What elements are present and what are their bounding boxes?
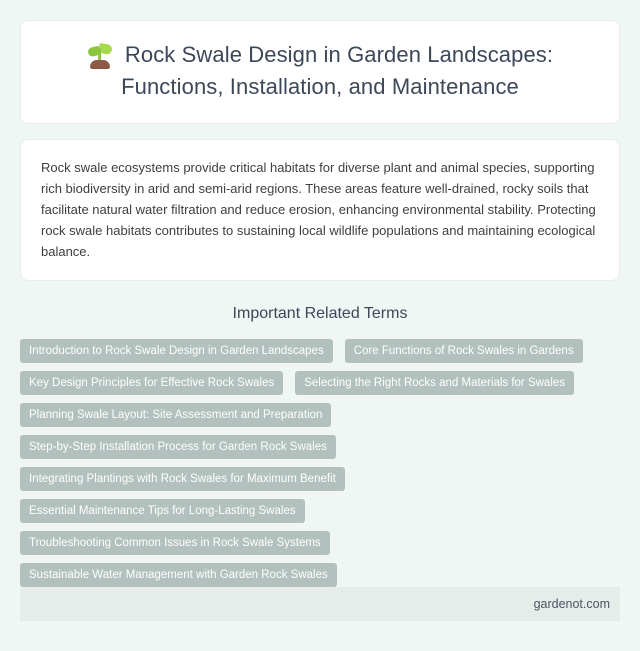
tag-row <box>20 499 620 523</box>
term-tag[interactable]: Integrating Plantings with Rock Swales for Maximum Benefit <box>20 467 345 491</box>
term-tag[interactable]: Core Functions of Rock Swales in Gardens <box>345 339 583 363</box>
description-card <box>20 139 620 281</box>
term-tag[interactable]: Key Design Principles for Effective Rock Swales <box>20 371 283 395</box>
footer-bottom-gap <box>20 621 620 651</box>
title-card <box>20 20 620 124</box>
page-title-line-2: Functions, Installation, and Maintenance <box>121 74 519 99</box>
tag-row <box>20 435 620 459</box>
term-tag[interactable]: Planning Swale Layout: Site Assessment and Preparation <box>20 403 331 427</box>
title-first-line-row <box>43 39 597 71</box>
seedling-icon <box>87 40 113 70</box>
footer-site-name: gardenot.com <box>533 597 610 611</box>
footer-bar <box>20 587 620 621</box>
term-tag[interactable]: Essential Maintenance Tips for Long-Lasting Swales <box>20 499 305 523</box>
term-tag[interactable]: Selecting the Right Rocks and Materials for Swales <box>295 371 574 395</box>
tag-row <box>20 371 620 395</box>
related-terms-list <box>20 339 620 587</box>
related-terms-heading: Important Related Terms <box>232 305 408 322</box>
tag-row <box>20 467 620 491</box>
term-tag[interactable]: Troubleshooting Common Issues in Rock Swale Systems <box>20 531 330 555</box>
term-tag[interactable]: Sustainable Water Management with Garden Rock Swales <box>20 563 337 587</box>
tag-row <box>20 531 620 555</box>
tag-row <box>20 403 620 427</box>
tag-row <box>20 563 620 587</box>
term-tag[interactable]: Introduction to Rock Swale Design in Garden Landscapes <box>20 339 333 363</box>
tag-row <box>20 339 620 363</box>
page-title-line-1: Rock Swale Design in Garden Landscapes: <box>124 42 554 67</box>
term-tag[interactable]: Step-by-Step Installation Process for Garden Rock Swales <box>20 435 336 459</box>
description-text: Rock swale ecosystems provide critical habitats for diverse plant and animal species, supporting rich biodiversity in arid and semi-arid regions. These areas feature well-drained, rocky soils that facilitate natural water filtration and reduce erosion, enhancing environmental stability. Protecting rock swale habitats contributes to sustaining local wildlife populations and maintaining ecological balance. <box>41 160 596 259</box>
